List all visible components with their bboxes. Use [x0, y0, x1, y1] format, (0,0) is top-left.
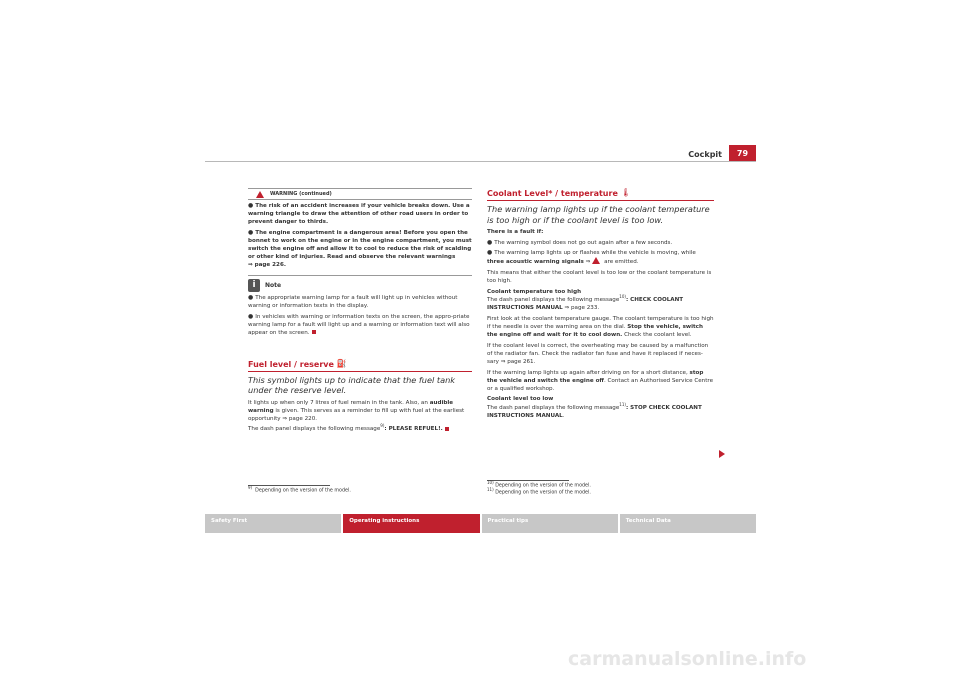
footer-tabs — [205, 514, 756, 533]
header-rule — [205, 161, 756, 162]
note-header — [248, 279, 472, 293]
fault-bullet: ● The warning symbol does not go out again after a few seconds. — [487, 238, 673, 246]
warning-triangle-icon — [592, 257, 600, 264]
fault-heading: There is a fault if: — [487, 229, 544, 235]
low-message-paragraph: The dash panel displays the following message$^{11)}$: STOP CHECK COOLANT INSTRUCTIONS MANUAL. — [487, 401, 702, 419]
section-end-icon — [312, 330, 316, 334]
bullet-icon: ● — [487, 238, 493, 246]
fuel-section-header — [248, 359, 472, 372]
right-column — [487, 188, 714, 422]
warning-box — [248, 188, 472, 276]
bullet-icon: ● — [248, 293, 254, 301]
low-heading: Coolant level too low — [487, 396, 554, 403]
footnote-11: $^{11)}$ Depending on the version of the model. — [487, 487, 591, 496]
coolant-section-header — [487, 188, 714, 201]
fuel-paragraph: It lights up when only 7 litres of fuel remain in the tank. Also, an audible warning is given. This serves as a reminder to fill up with fuel at the earliest opportunity ⇒ page 220. — [248, 399, 465, 422]
lights-again-paragraph: If the warning lamp lights up again after driving on for a short distance, stop the vehicle and switch the engine off. Contact an Authorised Service Centre or a qualified workshop. — [487, 369, 714, 392]
fuel-lead-text: This symbol lights up to indicate that the fuel tank under the reserve level. — [248, 374, 456, 396]
note-bullet: ● The appropriate warning lamp for a fault will light up in vehicles without warning or information texts in the display. — [248, 293, 458, 310]
tab-safety-first[interactable]: Safety First — [205, 514, 341, 533]
right-footnotes — [487, 480, 591, 497]
coolant-thermometer-icon: 🌡 — [620, 188, 632, 198]
left-footnote: $^{9)}$ Depending on the version of the model. — [248, 485, 351, 494]
warning-bullet: ● The risk of an accident increases if your vehicle breaks down. Use a warning triangle to draw the attention of other road users in order to prevent danger to thirds. — [248, 202, 470, 226]
coolant-lead-text: The warning lamp lights up if the coolant temperature is too high or if the coolant level is too low. — [487, 204, 710, 225]
tab-technical-data[interactable]: Technical Data — [620, 514, 756, 533]
page-number: 79 — [729, 145, 756, 161]
tab-practical-tips[interactable]: Practical tips — [482, 514, 618, 533]
correct-level-paragraph: If the coolant level is correct, the overheating may be caused by a malfunction of the radiator fan. Check the radiator fan fuse and have it replaced if neces-sary ⇒ page 261. — [487, 342, 709, 365]
warning-header — [248, 189, 472, 200]
fault-bullet: ● The warning lamp lights up or flashes while the vehicle is moving, while three acoustic warning signals ⇒ are emitted. — [487, 249, 696, 266]
footnote-10: $^{10)}$ Depending on the version of the model. — [487, 480, 591, 489]
page-header-title: Cockpit — [688, 150, 722, 159]
note-icon: i — [248, 279, 260, 292]
warning-bullet: ● The engine compartment is a dangerous area! Before you open the bonnet to work on the engine or in the engine compartment, you must switch the engine off and allow it to cool to reduce the risk of scalding or other kind of injuries. Read and observe the relevant warnings ⇒ page 226. — [248, 228, 472, 269]
bullet-icon: ● — [248, 202, 254, 209]
temp-message-paragraph: The dash panel displays the following message$^{10)}$: CHECK COOLANT INSTRUCTIONS MANUAL ⇒ page 233. — [487, 294, 684, 312]
footnote-rule — [487, 480, 569, 481]
tab-operating-instructions[interactable]: Operating instructions — [343, 514, 479, 533]
warning-page-ref[interactable]: ⇒ page 226. — [248, 262, 286, 269]
next-page-arrow-icon[interactable] — [719, 450, 725, 458]
bullet-icon: ● — [248, 312, 254, 320]
first-look-paragraph: First look at the coolant temperature gauge. The coolant temperature is too high if the needle is over the warning area on the dial. Stop the vehicle, switch the engine off and wait for it to cool down. Check the coolant level. — [487, 315, 714, 338]
footnote-rule — [248, 485, 330, 486]
fuel-message-paragraph: The dash panel displays the following message$^{9)}$: PLEASE REFUEL!. — [248, 425, 472, 433]
warning-label: WARNING (continued) — [270, 191, 332, 197]
means-paragraph: This means that either the coolant level is too low or the coolant temperature is too high. — [487, 270, 712, 285]
note-label: Note — [265, 281, 282, 289]
note-bullet: ● In vehicles with warning or information texts on the screen, the appro-priate warning lamp for a fault will light up and a warning or information text will also appear on the screen. — [248, 312, 470, 336]
bullet-icon: ● — [248, 228, 254, 236]
left-column — [248, 188, 472, 436]
warning-triangle-icon — [256, 191, 264, 198]
fuel-section-title: Fuel level / reserve — [248, 359, 334, 369]
watermark: carmanualsonline.info — [568, 648, 807, 670]
coolant-section-title: Coolant Level* / temperature — [487, 189, 618, 198]
section-end-icon — [445, 427, 449, 431]
temp-heading: Coolant temperature too high — [487, 288, 582, 295]
bullet-icon: ● — [487, 249, 493, 257]
warning-body — [248, 200, 472, 275]
fuel-pump-icon: ⛽ — [336, 359, 347, 369]
temp-page-ref[interactable]: ⇒ page 233. — [564, 305, 600, 312]
